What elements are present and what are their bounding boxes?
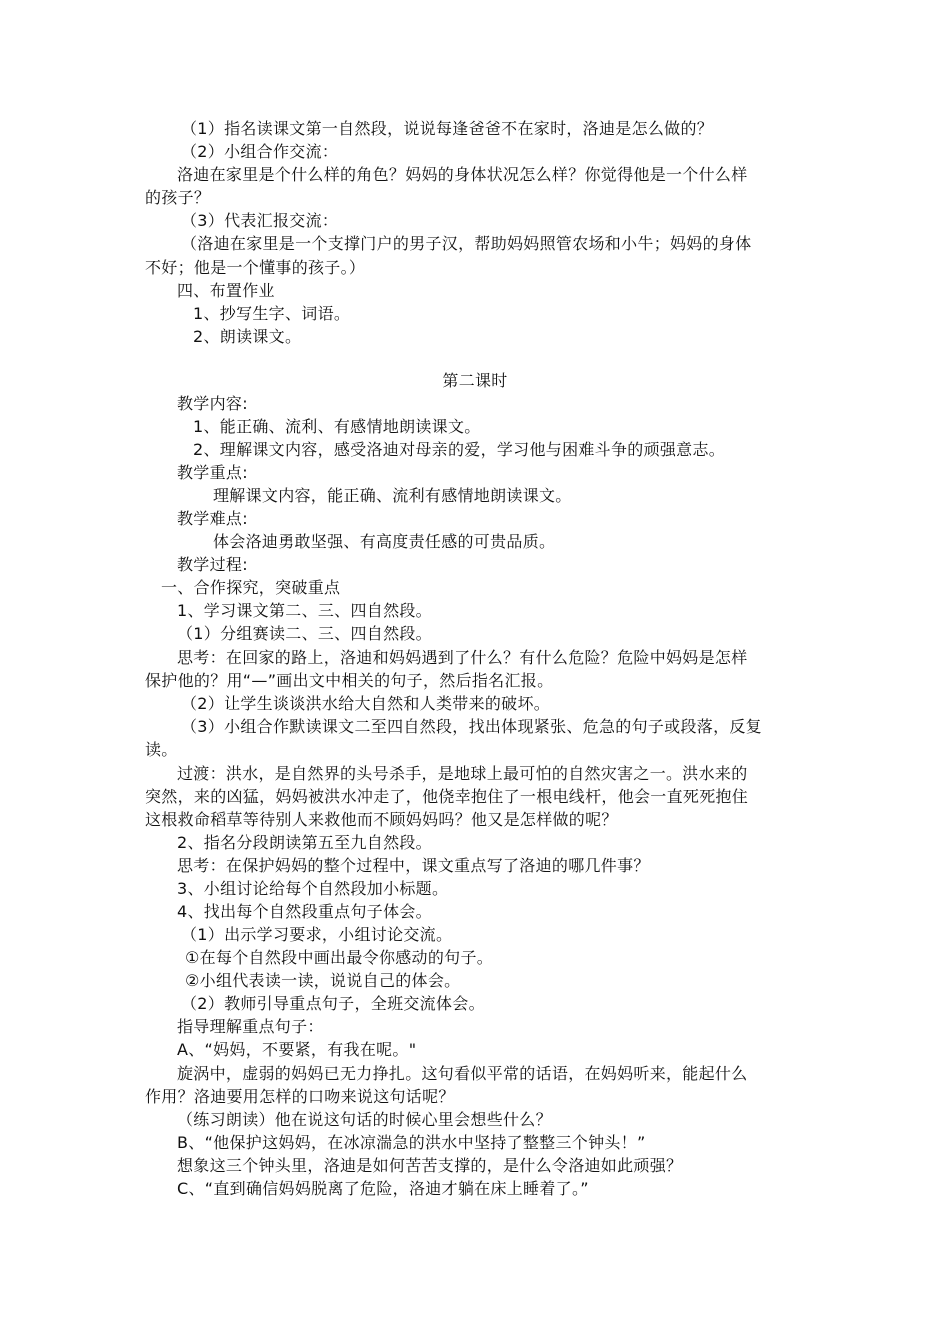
section-heading: 教学内容: [177, 394, 248, 413]
text-line: 旋涡中，虚弱的妈妈已无力挣扎。这句看似平常的话语，在妈妈听来，能起什么 [177, 1064, 748, 1083]
text-line: C、“直到确信妈妈脱离了危险，洛迪才躺在床上睡着了。” [177, 1179, 589, 1198]
text-line: （2）教师引导重点句子，全班交流体会。 [181, 994, 485, 1013]
text-line: A、“妈妈，不要紧，有我在呢。" [177, 1040, 417, 1059]
text-line: （2）小组合作交流： [181, 142, 339, 161]
text-line: 的孩子？ [145, 188, 211, 207]
text-line: （3）代表汇报交流： [181, 211, 339, 230]
text-line: 不好；他是一个懂事的孩子。） [145, 258, 366, 277]
lesson-title: 第二课时 [442, 371, 508, 390]
text-line: 突然，来的凶猛，妈妈被洪水冲走了，他侥幸抱住了一根电线杆，他会一直死死抱住 [145, 787, 749, 806]
section-heading: 教学重点: [177, 463, 248, 482]
text-line: 理解课文内容，能正确、流利有感情地朗读课文。 [213, 486, 572, 505]
text-line: 1、能正确、流利、有感情地朗读课文。 [193, 417, 481, 436]
text-line: 4、找出每个自然段重点句子体会。 [177, 902, 432, 921]
text-line: 1、学习课文第二、三、四自然段。 [177, 601, 432, 620]
text-line: （1）分组赛读二、三、四自然段。 [177, 624, 432, 643]
text-line: 2、理解课文内容，感受洛迪对母亲的爱，学习他与困难斗争的顽强意志。 [193, 440, 726, 459]
section-heading: 一、合作探究，突破重点 [161, 578, 341, 597]
text-line: （1）指名读课文第一自然段，说说每逢爸爸不在家时，洛迪是怎么做的？ [181, 119, 714, 138]
text-line: 指导理解重点句子： [177, 1017, 324, 1036]
text-line: 体会洛迪勇敢坚强、有高度责任感的可贵品质。 [213, 532, 556, 551]
text-line: ②小组代表读一读，说说自己的体会。 [185, 971, 461, 990]
section-heading: 教学难点: [177, 509, 248, 528]
text-line: 作用？洛迪要用怎样的口吻来说这句话呢？ [145, 1087, 455, 1106]
text-line: 思考：在保护妈妈的整个过程中，课文重点写了洛迪的哪几件事？ [177, 856, 650, 875]
section-heading: 教学过程: [177, 555, 248, 574]
text-line: 这根救命稻草等待别人来救他而不顾妈妈吗？他又是怎样做的呢？ [145, 810, 618, 829]
text-line: ①在每个自然段中画出最令你感动的句子。 [185, 948, 494, 967]
text-line: B、“他保护这妈妈，在冰凉湍急的洪水中坚持了整整三个钟头！” [177, 1133, 646, 1152]
text-line: （练习朗读）他在说这句话的时候心里会想些什么？ [177, 1110, 552, 1129]
text-line: 思考：在回家的路上，洛迪和妈妈遇到了什么？有什么危险？危险中妈妈是怎样 [177, 648, 748, 667]
text-line: 读。 [145, 740, 178, 759]
text-line: （洛迪在家里是一个支撑门户的男子汉，帮助妈妈照管农场和小牛；妈妈的身体 [181, 234, 752, 253]
section-heading: 四、布置作业 [177, 281, 275, 300]
text-line: 保护他的？用“—”画出文中相关的句子，然后指名汇报。 [145, 671, 554, 690]
text-line: 2、指名分段朗读第五至九自然段。 [177, 833, 432, 852]
text-line: 2、朗读课文。 [193, 327, 302, 346]
text-line: 洛迪在家里是个什么样的角色？妈妈的身体状况怎么样？你觉得他是一个什么样 [177, 165, 748, 184]
text-line: （1）出示学习要求，小组讨论交流。 [181, 925, 453, 944]
text-line: 想象这三个钟头里，洛迪是如何苦苦支撑的，是什么令洛迪如此顽强？ [177, 1156, 683, 1175]
text-line: 3、小组讨论给每个自然段加小标题。 [177, 879, 449, 898]
text-line: 过渡：洪水，是自然界的头号杀手，是地球上最可怕的自然灾害之一。洪水来的 [177, 764, 748, 783]
text-line: （2）让学生谈谈洪水给大自然和人类带来的破坏。 [181, 694, 551, 713]
text-line: 1、抄写生字、词语。 [193, 304, 351, 323]
text-line: （3）小组合作默读课文二至四自然段，找出体现紧张、危急的句子或段落，反复 [181, 717, 762, 736]
